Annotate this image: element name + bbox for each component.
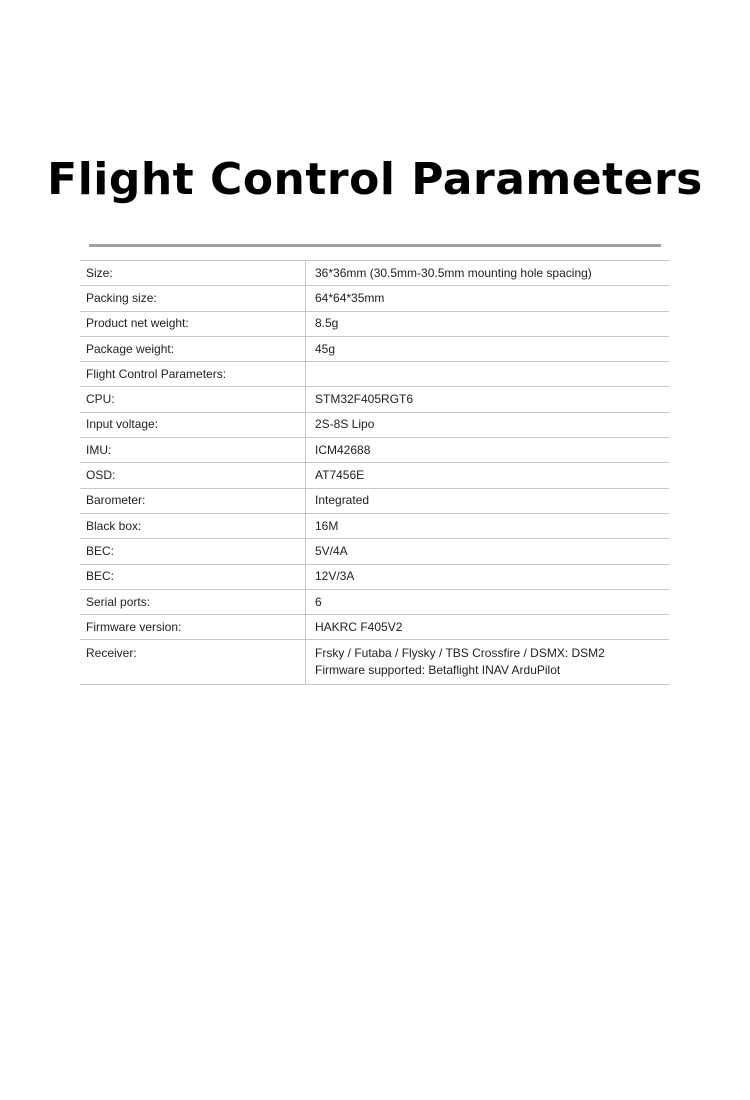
spec-label: Packing size: <box>80 286 306 311</box>
spec-value: STM32F405RGT6 <box>306 387 670 412</box>
table-row-input-voltage <box>80 412 669 437</box>
spec-label: BEC: <box>80 564 306 589</box>
spec-label: Product net weight: <box>80 311 306 336</box>
spec-value: 5V/4A <box>306 539 670 564</box>
table-row-serial-ports <box>80 589 669 614</box>
spec-table <box>80 260 669 685</box>
spec-value: 8.5g <box>306 311 670 336</box>
table-row-imu <box>80 438 669 463</box>
spec-value: HAKRC F405V2 <box>306 615 670 640</box>
spec-label: Input voltage: <box>80 412 306 437</box>
table-row-cpu <box>80 387 669 412</box>
receiver-firmware-supported: Firmware supported: Betaflight INAV ArduPilot <box>315 663 561 678</box>
table-row-receiver <box>80 640 669 685</box>
spec-value: Integrated <box>306 488 670 513</box>
spec-label: Package weight: <box>80 336 306 361</box>
spec-value: 16M <box>306 513 670 538</box>
spec-label: Barometer: <box>80 488 306 513</box>
table-row-bec-12v <box>80 564 669 589</box>
spec-value: 64*64*35mm <box>306 286 670 311</box>
spec-value: AT7456E <box>306 463 670 488</box>
table-row-osd <box>80 463 669 488</box>
spec-label: Receiver: <box>80 640 306 685</box>
table-row-firmware-version <box>80 615 669 640</box>
spec-label: Size: <box>80 261 306 286</box>
spec-label: CPU: <box>80 387 306 412</box>
spec-label: BEC: <box>80 539 306 564</box>
spec-label: OSD: <box>80 463 306 488</box>
spec-label: Serial ports: <box>80 589 306 614</box>
table-row-package-weight <box>80 336 669 361</box>
title-divider <box>89 244 661 247</box>
table-row-section-header <box>80 362 669 387</box>
spec-value: 36*36mm (30.5mm-30.5mm mounting hole spacing) <box>306 261 670 286</box>
spec-label: Black box: <box>80 513 306 538</box>
receiver-protocols: Frsky / Futaba / Flysky / TBS Crossfire / DSMX: DSM2 <box>315 646 605 661</box>
spec-label: Flight Control Parameters: <box>80 362 306 387</box>
spec-label: IMU: <box>80 438 306 463</box>
table-row-net-weight <box>80 311 669 336</box>
table-row-packing-size <box>80 286 669 311</box>
spec-value <box>306 362 670 387</box>
spec-value: 6 <box>306 589 670 614</box>
table-row-bec-5v <box>80 539 669 564</box>
spec-value: 45g <box>306 336 670 361</box>
spec-value: 2S-8S Lipo <box>306 412 670 437</box>
table-row-black-box <box>80 513 669 538</box>
spec-label: Firmware version: <box>80 615 306 640</box>
page-title: Flight Control Parameters <box>47 154 703 205</box>
spec-value: 12V/3A <box>306 564 670 589</box>
table-row-barometer <box>80 488 669 513</box>
table-row-size <box>80 261 669 286</box>
spec-value: ICM42688 <box>306 438 670 463</box>
spec-value-multiline <box>306 640 670 685</box>
